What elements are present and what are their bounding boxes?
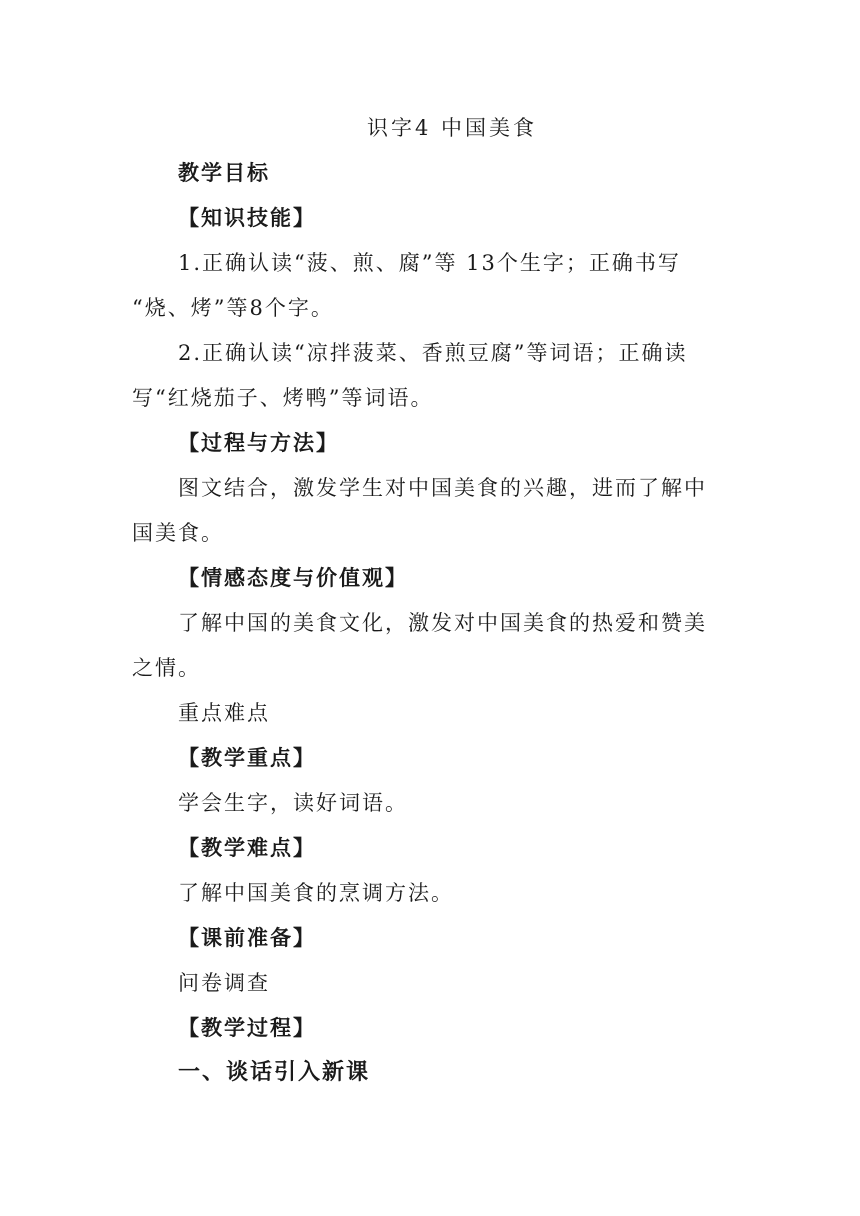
page-title: 识字4 中国美食	[366, 116, 538, 140]
knowledge-item-2-line-1: 2.正确认读“凉拌菠菜、香煎豆腐”等词语；正确读	[178, 341, 688, 365]
difficult-heading: 【教学难点】	[178, 836, 316, 860]
knowledge-item-2-line-2: 写“红烧茄子、烤鸭”等词语。	[132, 386, 434, 410]
key-points-heading: 【教学重点】	[178, 746, 316, 770]
emotion-heading: 【情感态度与价值观】	[178, 566, 408, 590]
process-line-1: 图文结合，激发学生对中国美食的兴趣，进而了解中	[178, 476, 707, 500]
preparation-text: 问卷调查	[178, 971, 270, 995]
process-heading: 【过程与方法】	[178, 431, 339, 455]
knowledge-item-1-line-1: 1.正确认读“菠、煎、腐”等 13个生字；正确书写	[178, 251, 681, 275]
emotion-line-1: 了解中国的美食文化，激发对中国美食的热爱和赞美	[178, 611, 707, 635]
knowledge-heading: 【知识技能】	[178, 206, 316, 230]
key-points-text: 学会生字，读好词语。	[178, 791, 408, 815]
section-1-heading: 一、谈话引入新课	[178, 1060, 371, 1085]
key-difficult-heading: 重点难点	[178, 701, 270, 725]
knowledge-item-1-line-2: “烧、烤”等8个字。	[132, 296, 334, 320]
difficult-text: 了解中国美食的烹调方法。	[178, 881, 454, 905]
emotion-line-2: 之情。	[132, 656, 201, 680]
preparation-heading: 【课前准备】	[178, 926, 316, 950]
procedure-heading: 【教学过程】	[178, 1016, 316, 1040]
objectives-heading: 教学目标	[178, 161, 270, 185]
process-line-2: 国美食。	[132, 521, 224, 545]
